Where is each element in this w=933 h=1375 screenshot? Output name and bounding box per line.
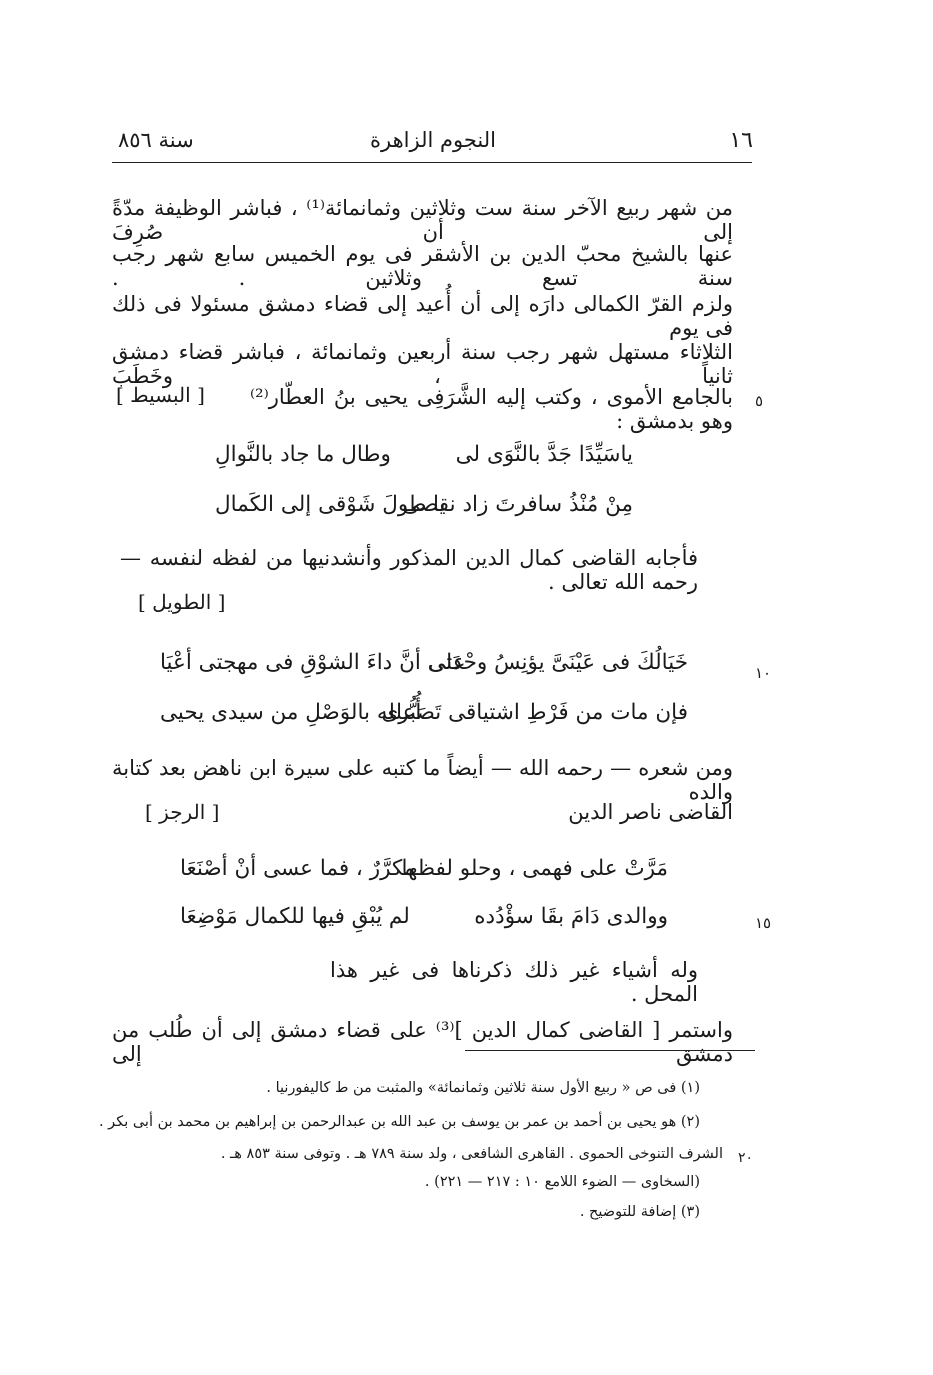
year-label: سنة ٨٥٦ — [118, 128, 194, 152]
verse-hemistich: خَيَالُكَ فى عَيْنَىَّ يؤنِسُ وحْدَتى — [428, 650, 688, 675]
footnote-rule — [465, 1050, 755, 1051]
verse-hemistich: لم يُبْقِ فيها للكمال مَوْضِعَا — [180, 904, 410, 929]
verse-hemistich: فإن مات من فَرْطِ اشتياقى تَصَبُّرى — [381, 700, 688, 725]
text-line: وله أشياء غير ذلك ذكرناها فى غير هذا المحل . — [330, 958, 698, 1006]
text-line: ولزم القرّ الكمالى دارَه إلى أن أُعيد إلى قضاء دمشق مسئولا فى ذلك فى يوم — [112, 292, 733, 340]
footnote: (١) فى ص « ربيع الأول سنة ثلاثين وثمانمائة» والمثبت من ط كاليفورنيا . — [266, 1080, 700, 1096]
footnote: (السخاوى — الضوء اللامع ١٠ : ٢١٧ — ٢٢١) . — [424, 1174, 700, 1190]
verse-hemistich: أُعلله بالوَصْلِ من سيدى يحيى — [160, 700, 422, 725]
text-line: الثلاثاء مستهل شهر رجب سنة أربعين وثمانمائة ، فباشر قضاء دمشق ثانياً ، وخَطَبَ — [112, 340, 733, 388]
verse-hemistich: وطال ما جاد بالنَّوالِ — [215, 442, 391, 467]
text-line: واستمر [ القاضى كمال الدين ]⁽³⁾ على قضاء دمشق إلى أن طُلب من دمشق إلى — [112, 1018, 733, 1066]
text-line: القاضى ناصر الدين — [568, 800, 733, 824]
text-line: ومن شعره — رحمه الله — أيضاً ما كتبه على سيرة ابن ناهض بعد كتابة والده — [112, 756, 733, 804]
text-line: فأجابه القاضى كمال الدين المذكور وأنشدنيها من لفظه لنفسه — رحمه الله تعالى . — [120, 546, 698, 594]
meter-label: [ البسيط ] — [116, 383, 205, 407]
line-number: ٥ — [755, 392, 764, 410]
line-number: ٢٠ — [738, 1150, 754, 1166]
line-number: ١٥ — [755, 914, 772, 932]
header-rule — [112, 162, 752, 163]
verse-hemistich: ياسَيِّدًا جَدَّ بالنَّوَى لى — [455, 442, 633, 467]
verse-hemistich: ووالدى دَامَ بقَا سؤْدُده — [474, 904, 668, 929]
meter-label: [ الرجز ] — [145, 800, 220, 824]
text-line: بالجامع الأموى ، وكتب إليه الشَّرَفِى يحيى بنُ العطّار⁽²⁾ وهو بدمشق : — [250, 385, 733, 433]
text-line: عنها بالشيخ محبّ الدين بن الأشقر فى يوم الخميس سابع شهر رجب سنة تسع وثلاثين . . — [112, 242, 733, 290]
running-title: النجوم الزاهرة — [370, 128, 496, 152]
verse-hemistich: مَرَّتْ على فهمى ، وحلو لفظها — [401, 856, 668, 881]
page-number: ١٦ — [729, 128, 753, 153]
line-number: ١٠ — [755, 664, 772, 682]
footnote: (٢) هو يحيى بن أحمد بن عمر بن يوسف بن عبد الله بن عبدالرحمن بن إبراهيم بن محمد بن أبى بكر . — [98, 1114, 700, 1130]
verse-hemistich: يا طولَ شَوْقى إلى الكَمال — [215, 492, 446, 517]
text-line: من شهر ربيع الآخر سنة ست وثلاثين وثمانمائة⁽¹⁾ ، فباشر الوظيفة مدّةً إلى أن صُرِفَ — [112, 196, 733, 244]
verse-hemistich: مكرَّرٌ ، فما عسى أنْ أصْنَعَا — [180, 856, 416, 881]
footnote: (٣) إضافة للتوضيح . — [579, 1204, 700, 1220]
verse-hemistich: على أنَّ داءَ الشوْقِ فى مهجتى أعْيَا — [160, 650, 466, 675]
meter-label: [ الطويل ] — [138, 590, 226, 614]
footnote: الشرف التنوخى الحموى . القاهرى الشافعى ، ولد سنة ٧٨٩ هـ . وتوفى سنة ٨٥٣ هـ . — [220, 1146, 723, 1162]
verse-hemistich: مِنْ مُنْذُ سافرتَ زاد نقصى — [402, 492, 633, 517]
